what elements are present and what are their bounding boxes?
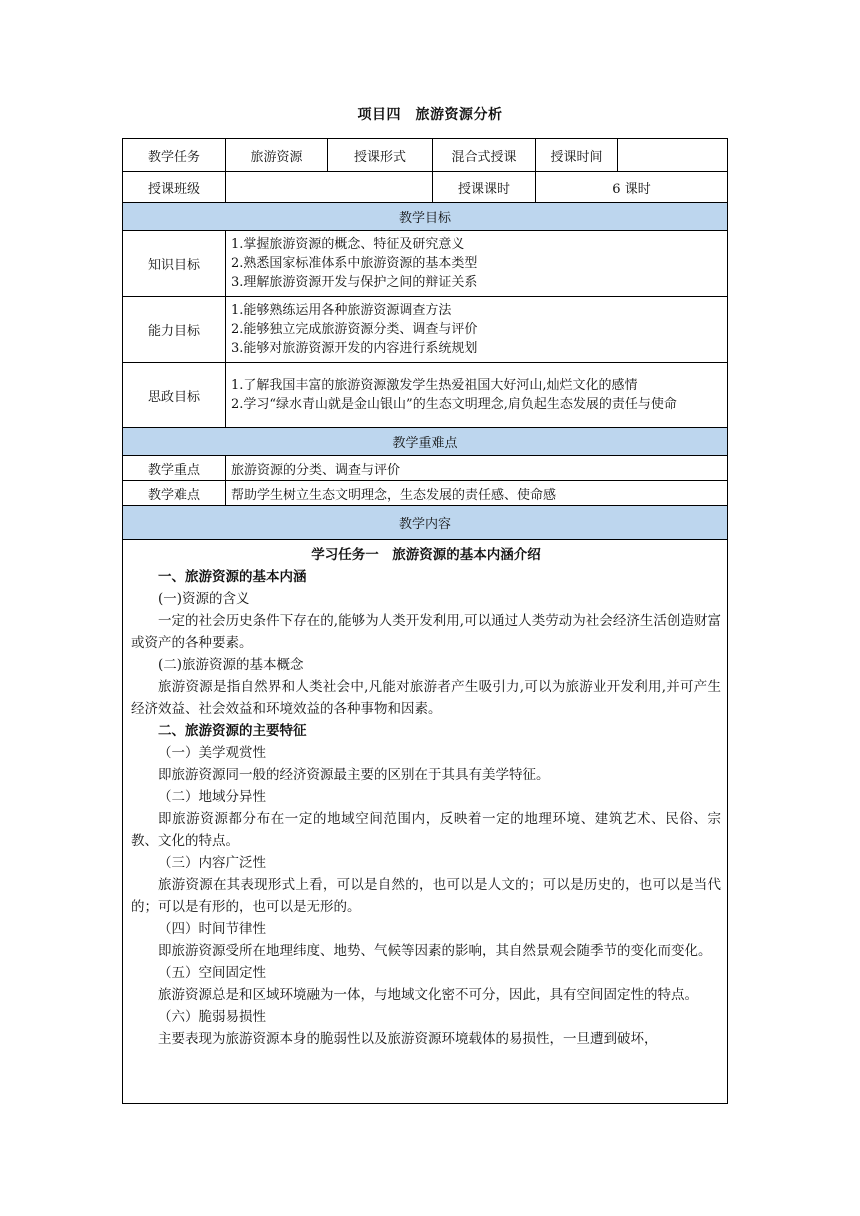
knowledge-goals — [226, 231, 728, 297]
paragraph: 旅游资源总是和区域环境融为一体，与地域文化密不可分，因此，具有空间固定性的特点。 — [158, 987, 698, 1003]
ideology-row — [123, 363, 728, 428]
ability-goal-3: 3.能够对旅游资源开发的内容进行系统规划 — [231, 341, 478, 356]
task-value: 旅游资源 — [226, 139, 328, 172]
paragraph: 即旅游资源受所在地理纬度、地势、气候等因素的影响，其自然景观会随季节的变化而变化。 — [158, 943, 712, 959]
paragraph: 一定的社会历史条件下存在的,能够为人类开发利用,可以通过人类劳动为社会经济生活创造财富或资产的各种要素。 — [131, 613, 721, 651]
content-subtitle: 学习任务一 旅游资源的基本内涵介绍 — [311, 547, 541, 563]
paragraph: 即旅游资源都分布在一定的地域空间范围内，反映着一定的地理环境、建筑艺术、民俗、宗教、文化的特点。 — [131, 811, 721, 849]
content-header-row — [123, 506, 728, 540]
ability-row — [123, 297, 728, 363]
difficulty-label: 教学难点 — [123, 481, 226, 506]
ideology-goal-2: 2.学习“绿水青山就是金山银山”的生态文明理念,肩负起生态发展的责任与使命 — [231, 397, 677, 412]
subsection-heading: （四）时间节律性 — [158, 921, 266, 937]
focus-row — [123, 456, 728, 481]
ability-goal-2: 2.能够独立完成旅游资源分类、调查与评价 — [231, 322, 478, 337]
objectives-header-row — [123, 203, 728, 231]
paragraph: 主要表现为旅游资源本身的脆弱性以及旅游资源环境载体的易损性，一旦遭到破坏， — [158, 1031, 658, 1047]
class-value — [226, 172, 433, 203]
hours-label: 授课课时 — [433, 172, 536, 203]
subsection-heading: (二)旅游资源的基本概念 — [158, 657, 304, 673]
ideology-goals — [226, 363, 728, 428]
keypoints-header: 教学重难点 — [123, 428, 728, 456]
subsection-heading: (一)资源的含义 — [158, 591, 250, 607]
section-heading-1: 一、旅游资源的基本内涵 — [158, 569, 307, 585]
time-label: 授课时间 — [536, 139, 618, 172]
difficulty-value: 帮助学生树立生态文明理念，生态发展的责任感、使命感 — [226, 481, 728, 506]
paragraph: 即旅游资源同一般的经济资源最主要的区别在于其具有美学特征。 — [158, 767, 550, 783]
ability-goal-1: 1.能够熟练运用各种旅游资源调查方法 — [231, 303, 452, 318]
class-label: 授课班级 — [123, 172, 226, 203]
knowledge-row — [123, 231, 728, 297]
objectives-header: 教学目标 — [123, 203, 728, 231]
content-body — [123, 540, 728, 1104]
info-row-2 — [123, 172, 728, 203]
info-row-1 — [123, 139, 728, 172]
time-value — [618, 139, 728, 172]
ideology-goal-1: 1.了解我国丰富的旅游资源激发学生热爱祖国大好河山,灿烂文化的感情 — [231, 378, 638, 393]
task-label: 教学任务 — [123, 139, 226, 172]
subsection-heading: （一）美学观赏性 — [158, 745, 266, 761]
subsection-heading: （二）地域分异性 — [158, 789, 266, 805]
section-heading-2: 二、旅游资源的主要特征 — [158, 723, 307, 739]
focus-label: 教学重点 — [123, 456, 226, 481]
ideology-label: 思政目标 — [123, 363, 226, 428]
hours-value: 6 课时 — [536, 172, 728, 203]
focus-value: 旅游资源的分类、调查与评价 — [226, 456, 728, 481]
form-label: 授课形式 — [328, 139, 433, 172]
knowledge-goal-1: 1.掌握旅游资源的概念、特征及研究意义 — [231, 237, 465, 252]
lesson-plan-table — [122, 138, 728, 1104]
content-row — [123, 540, 728, 1104]
ability-goals — [226, 297, 728, 363]
paragraph: 旅游资源是指自然界和人类社会中,凡能对旅游者产生吸引力,可以为旅游业开发利用,并可产生经济效益、社会效益和环境效益的各种事物和因素。 — [131, 679, 721, 717]
content-header: 教学内容 — [123, 506, 728, 540]
keypoints-header-row — [123, 428, 728, 456]
subsection-heading: （五）空间固定性 — [158, 965, 266, 981]
difficulty-row — [123, 481, 728, 506]
subsection-heading: （三）内容广泛性 — [158, 855, 266, 871]
knowledge-goal-2: 2.熟悉国家标准体系中旅游资源的基本类型 — [231, 256, 478, 271]
paragraph: 旅游资源在其表现形式上看，可以是自然的，也可以是人文的；可以是历史的，也可以是当代的；可以是有形的，也可以是无形的。 — [131, 877, 721, 915]
ability-label: 能力目标 — [123, 297, 226, 363]
form-value: 混合式授课 — [433, 139, 536, 172]
knowledge-label: 知识目标 — [123, 231, 226, 297]
document-title: 项目四 旅游资源分析 — [357, 107, 503, 123]
knowledge-goal-3: 3.理解旅游资源开发与保护之间的辩证关系 — [231, 275, 478, 290]
subsection-heading: （六）脆弱易损性 — [158, 1009, 266, 1025]
